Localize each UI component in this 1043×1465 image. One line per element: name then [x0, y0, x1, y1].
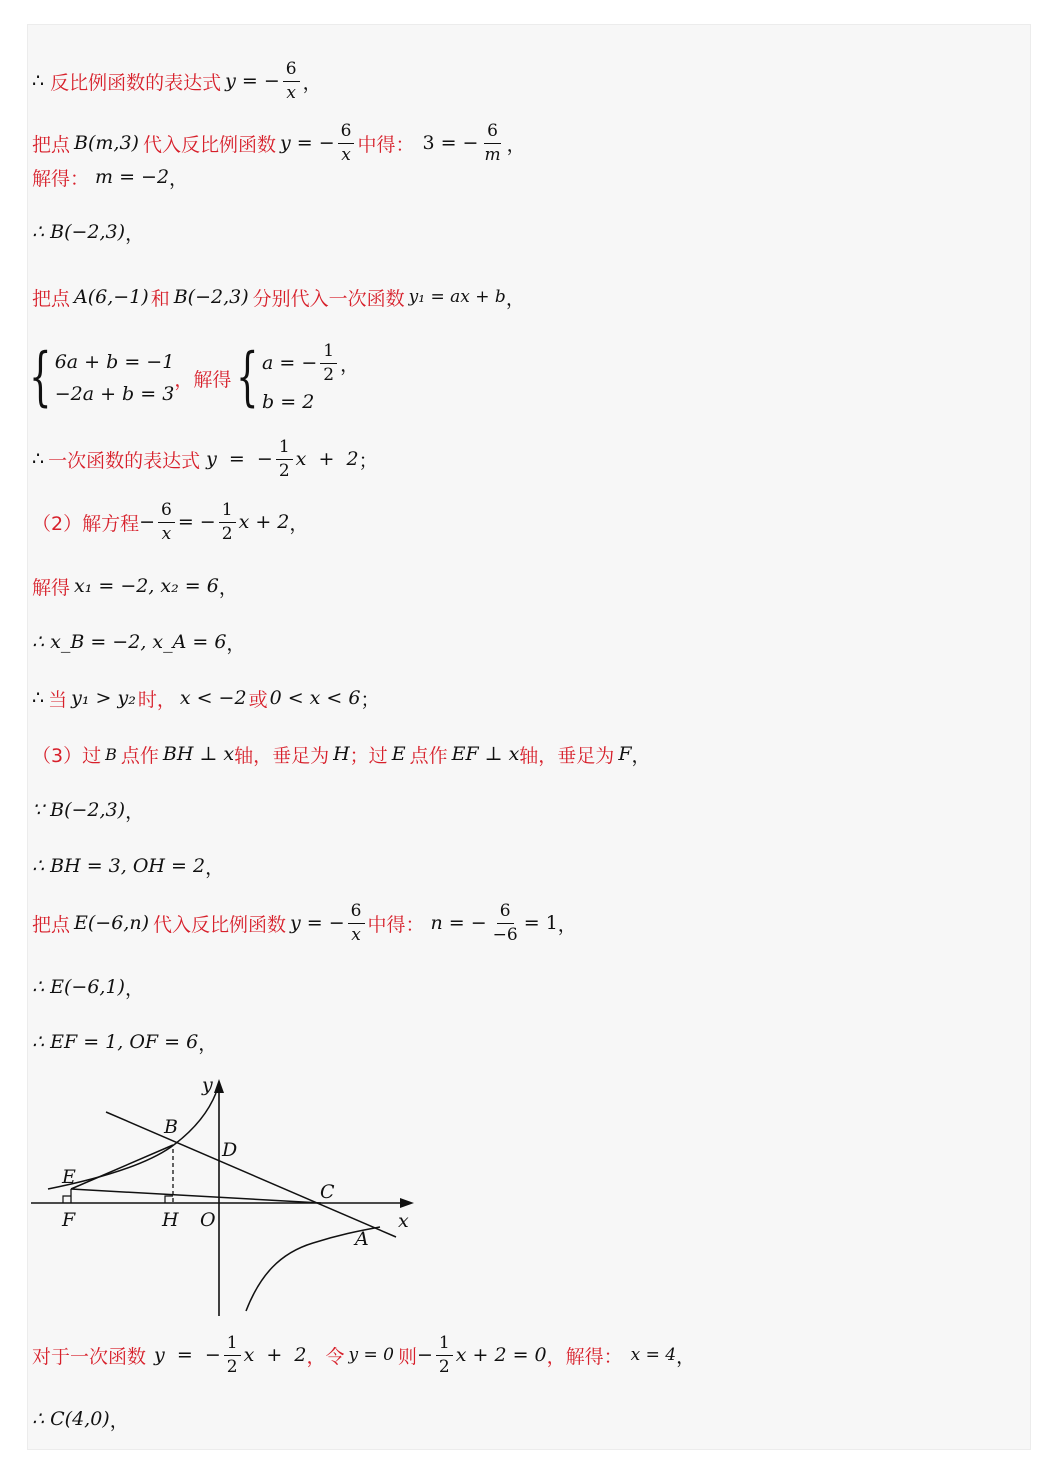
linear-function-line: [106, 1112, 396, 1237]
math-expr: −: [416, 1344, 433, 1366]
fraction-denominator: x: [286, 82, 296, 103]
punctuation: ，: [218, 576, 238, 599]
fraction-numerator: 6: [497, 903, 514, 924]
right-angle-mark-F: [63, 1196, 71, 1203]
fraction: [224, 1332, 241, 1377]
fraction-denominator: m: [484, 144, 501, 165]
fraction-denominator: 2: [278, 460, 290, 481]
solution-system: [231, 341, 359, 415]
label-F: F: [62, 1209, 76, 1231]
line-14: [32, 846, 224, 886]
math-expr: y = −: [290, 912, 345, 934]
text-red: 对于一次函数: [32, 1345, 147, 1368]
fraction: [320, 340, 337, 385]
therefore-symbol: ∴: [32, 448, 45, 470]
math-expr: a = −: [262, 352, 318, 374]
math-expr: y = 0: [348, 1345, 394, 1365]
math-expr: ∴ BH = 3, OH = 2: [32, 855, 206, 877]
punctuation: ，: [226, 632, 246, 655]
fraction: [490, 900, 521, 945]
equation-row: 6a + b = −1: [54, 351, 175, 373]
text-red: ，令: [306, 1345, 345, 1368]
line-5: [32, 277, 525, 317]
label-E: E: [62, 1166, 76, 1188]
fraction: [481, 120, 503, 165]
line-7: [32, 436, 378, 481]
math-expr: A(6,−1): [74, 286, 149, 308]
math-expr: B(−2,3): [173, 286, 249, 308]
text-red: 或: [248, 688, 268, 711]
math-expr: x + 2 = 0: [455, 1344, 547, 1366]
text-red: 时，: [137, 688, 176, 711]
math-expr: = −: [177, 511, 216, 533]
solution-row: b = 2: [262, 391, 315, 413]
math-expr: y₁ = ax + b: [408, 287, 506, 307]
math-expr: m = −2: [95, 166, 170, 188]
math-expr: 3 = −: [422, 132, 479, 154]
text-red: 把点: [32, 133, 71, 156]
line-4: [32, 212, 144, 252]
line-13: [32, 790, 144, 830]
math-expr: y = −: [225, 70, 280, 92]
punctuation: ，: [631, 744, 651, 767]
punctuation: ，: [302, 71, 322, 94]
label-x: x: [398, 1210, 409, 1232]
math-expr: n = −: [430, 912, 487, 934]
math-expr: = 1: [523, 912, 558, 934]
text-red: 分别代入一次函数: [252, 287, 405, 310]
solution-row: [262, 341, 359, 385]
text-red: 轴，垂足为: [519, 744, 615, 767]
left-brace: {: [29, 340, 52, 415]
math-expr: B: [105, 744, 117, 764]
fraction-numerator: 6: [338, 123, 355, 144]
text-red: 当: [48, 688, 68, 711]
text-red: 和: [150, 287, 170, 310]
text-red: 解得: [32, 576, 71, 599]
punctuation: ，: [125, 222, 145, 245]
text-red: 代入反比例函数: [153, 913, 287, 936]
math-expr: x < −2: [179, 687, 247, 709]
segment-EC: [71, 1189, 321, 1203]
fraction-numerator: 6: [158, 502, 175, 523]
math-expr: y = −: [206, 448, 273, 470]
math-expr: y = −: [154, 1344, 221, 1366]
line-11: [32, 678, 379, 718]
punctuation: ，: [505, 287, 525, 310]
fraction-numerator: 6: [348, 903, 365, 924]
line-18: [32, 1332, 696, 1377]
math-expr: ∴ x_B = −2, x_A = 6: [32, 631, 227, 653]
line-17: [32, 1022, 217, 1062]
text-red: 把点: [32, 913, 71, 936]
equation-system: [28, 340, 175, 415]
line-6-system: [28, 333, 359, 423]
punctuation: ，: [169, 167, 189, 190]
label-D: D: [222, 1139, 238, 1161]
fraction: [348, 900, 365, 945]
math-expr: y₁ > y₂: [71, 687, 136, 709]
math-expr: ∴ EF = 1, OF = 6: [32, 1031, 199, 1053]
math-expr: 0 < x < 6: [269, 687, 361, 709]
segment-EB: [71, 1145, 173, 1189]
line-19: [32, 1399, 129, 1439]
punctuation: ，: [205, 856, 225, 879]
text-red: 解得：: [32, 167, 90, 190]
math-expr: H: [333, 743, 350, 765]
fraction-numerator: 1: [320, 343, 337, 364]
right-angle-mark-H: [165, 1196, 173, 1203]
fraction-denominator: x: [341, 144, 351, 165]
punctuation: ，: [557, 913, 577, 936]
line-1: [32, 58, 322, 103]
line-15: [32, 900, 577, 945]
math-expr: B(m,3): [74, 132, 139, 154]
line-9: [32, 566, 238, 606]
punctuation: ，: [109, 1409, 129, 1432]
punctuation: ；: [360, 688, 380, 711]
fraction: [219, 499, 236, 544]
line-8: [32, 499, 309, 544]
math-expr: ∴ B(−2,3): [32, 221, 126, 243]
math-expr: ∵ B(−2,3): [32, 799, 126, 821]
fraction-denominator: 2: [221, 523, 233, 544]
math-expr: y = −: [279, 132, 335, 154]
left-brace: {: [236, 340, 259, 415]
line-16: [32, 967, 144, 1007]
text-red: （3）过: [32, 744, 102, 767]
math-expr: EF ⊥ x: [451, 743, 520, 765]
fraction-numerator: 1: [436, 1335, 453, 1356]
fraction: [338, 120, 355, 165]
punctuation: ，: [676, 1345, 696, 1368]
fraction-denominator: x: [161, 523, 172, 544]
text-red: 轴，垂足为: [234, 744, 330, 767]
text-red: 点作: [409, 744, 448, 767]
math-expr: x + 2: [243, 1344, 307, 1366]
text-red: ；过: [349, 744, 388, 767]
math-expr: E: [391, 743, 406, 765]
label-O: O: [200, 1209, 216, 1231]
punctuation: ，: [125, 800, 145, 823]
fraction-numerator: 6: [484, 123, 501, 144]
fraction-numerator: 1: [219, 502, 236, 523]
text-red: （2）解方程: [32, 512, 140, 535]
label-A: A: [355, 1228, 369, 1250]
math-expr: −: [139, 511, 156, 533]
therefore-symbol: ∴: [32, 70, 45, 92]
fraction-denominator: x: [351, 924, 361, 945]
math-expr: F: [618, 743, 632, 765]
text-red: 代入反比例函数: [142, 133, 276, 156]
line-3: [32, 157, 188, 197]
fraction: [283, 58, 300, 103]
fraction-numerator: 1: [224, 1335, 241, 1356]
fraction: [436, 1332, 453, 1377]
text-red: ，解得：: [546, 1345, 623, 1368]
math-expr: ∴ C(4,0): [32, 1408, 110, 1430]
text-red: 点作: [120, 744, 159, 767]
text-red: 中得：: [357, 133, 415, 156]
text-red: 把点: [32, 287, 71, 310]
punctuation: ，: [340, 353, 360, 376]
text-red: 则: [397, 1345, 417, 1368]
label-B: B: [164, 1116, 178, 1138]
function-graph-figure: [28, 1065, 448, 1325]
document-page: [27, 24, 1031, 1450]
text-red: 反比例函数的表达式: [50, 71, 222, 94]
math-expr: x₁ = −2, x₂ = 6: [74, 575, 219, 597]
fraction-denominator: 2: [438, 1356, 450, 1377]
fraction: [158, 499, 175, 544]
punctuation: ，: [198, 1032, 218, 1055]
label-C: C: [320, 1181, 335, 1203]
line-10: [32, 622, 245, 662]
fraction-denominator: 2: [323, 364, 335, 385]
fraction-denominator: −6: [492, 924, 518, 945]
label-y: y: [202, 1074, 213, 1096]
math-expr: BH ⊥ x: [162, 743, 235, 765]
text-red: ，解得: [174, 368, 232, 391]
y-axis-arrow: [214, 1079, 224, 1093]
math-expr: x + 2: [238, 511, 290, 533]
math-expr: ∴ E(−6,1): [32, 976, 125, 998]
label-H: H: [162, 1209, 179, 1231]
math-expr: x + 2: [295, 448, 359, 470]
therefore-symbol: ∴: [32, 687, 45, 709]
fraction-numerator: 6: [283, 61, 300, 82]
text-red: 中得：: [367, 913, 425, 936]
math-expr: x = 4: [630, 1345, 677, 1365]
x-axis-arrow: [400, 1198, 414, 1208]
text-red: 一次函数的表达式: [48, 449, 201, 472]
fraction-denominator: 2: [226, 1356, 238, 1377]
punctuation: ，: [124, 977, 144, 1000]
fraction-numerator: 1: [276, 439, 293, 460]
punctuation: ；: [358, 449, 378, 472]
math-expr: E(−6,n): [74, 912, 149, 934]
punctuation: ，: [506, 133, 526, 156]
punctuation: ，: [289, 512, 309, 535]
equation-row: −2a + b = 3: [54, 383, 175, 405]
line-12: [32, 734, 651, 774]
fraction: [276, 436, 293, 481]
